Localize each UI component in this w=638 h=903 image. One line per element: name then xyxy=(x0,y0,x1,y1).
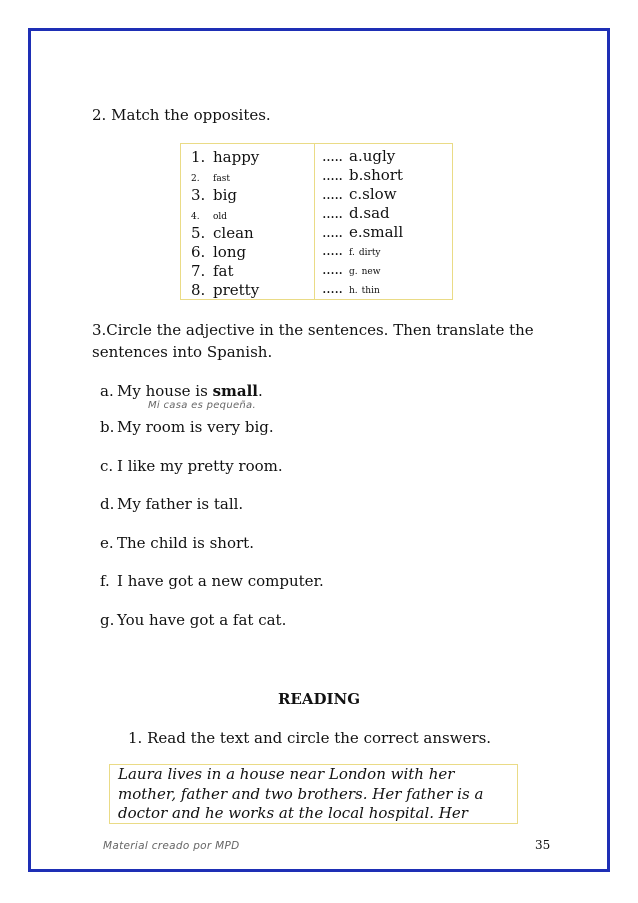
item-word: old xyxy=(213,212,228,222)
sentence-letter: f. xyxy=(100,572,110,590)
match-right-item xyxy=(322,204,390,223)
exercise-3-title-line-1: 3.Circle the adjective in the sentences. Then translate the xyxy=(92,321,534,339)
sentence-text: I have got a new computer. xyxy=(117,572,324,590)
match-left-item xyxy=(191,261,234,280)
item-letter: e. xyxy=(349,223,363,241)
sentence-text: I like my pretty room. xyxy=(117,456,283,475)
answer-blank: ..... xyxy=(322,243,343,259)
item-word: fast xyxy=(213,174,230,184)
match-right-item xyxy=(322,185,397,204)
sentence-a xyxy=(100,382,263,400)
reading-text-line: Laura lives in a house near London with her xyxy=(118,765,455,783)
item-number: 6. xyxy=(191,243,206,261)
reading-text-line: mother, father and two brothers. Her father is a xyxy=(118,784,484,803)
match-left-item xyxy=(191,166,230,185)
item-number: 2. xyxy=(191,174,200,184)
item-number: 7. xyxy=(191,262,206,280)
reading-heading: READING xyxy=(277,690,361,708)
footer-credit: Material creado por MPD xyxy=(103,840,240,852)
exercise-2-title: 2. Match the opposites. xyxy=(92,106,271,124)
answer-blank: ..... xyxy=(322,206,343,222)
answer-blank: ..... xyxy=(322,168,343,184)
item-word: slow xyxy=(362,185,397,203)
item-letter: h. xyxy=(349,286,358,296)
item-word: dirty xyxy=(358,248,381,258)
answer-blank: ..... xyxy=(322,149,343,165)
sentence-text: The child is short. xyxy=(117,533,254,552)
answer-blank: ..... xyxy=(322,187,343,203)
item-word: big xyxy=(213,186,238,204)
item-word: small xyxy=(362,223,404,241)
item-letter: f. xyxy=(349,248,355,258)
match-right-item xyxy=(322,280,380,299)
item-word: long xyxy=(213,243,247,261)
item-number: 3. xyxy=(191,186,206,204)
item-word: ugly xyxy=(362,147,396,165)
match-table xyxy=(180,143,453,300)
sentence-letter: b. xyxy=(100,418,115,436)
match-right-item xyxy=(322,242,381,261)
match-right-item xyxy=(322,147,395,166)
sentence xyxy=(100,611,286,629)
item-number: 8. xyxy=(191,281,206,299)
match-table-divider xyxy=(314,144,315,299)
sentence xyxy=(100,572,324,590)
answer-blank: ..... xyxy=(322,225,343,241)
sentence-text-before: My house is xyxy=(117,382,213,400)
exercise-3-title-line-2: sentences into Spanish. xyxy=(92,343,273,361)
sentence-text: You have got a fat cat. xyxy=(117,610,287,629)
answer-blank: ..... xyxy=(322,262,343,278)
item-word: short xyxy=(363,166,403,184)
sentence-letter: c. xyxy=(100,456,114,475)
sentence-text-after: . xyxy=(258,382,263,400)
sentence-text: My room is very big. xyxy=(117,418,274,436)
match-left-item xyxy=(191,242,246,261)
match-right-item xyxy=(322,166,403,185)
match-right-item xyxy=(322,261,380,280)
sentence-letter: g. xyxy=(100,610,115,629)
match-left-item xyxy=(191,185,237,204)
match-left-item xyxy=(191,280,259,299)
item-word: sad xyxy=(363,204,390,222)
item-number: 5. xyxy=(191,224,206,242)
item-word: thin xyxy=(361,286,380,296)
item-word: clean xyxy=(213,224,254,242)
sentence-letter: d. xyxy=(100,495,115,513)
match-right-item xyxy=(322,223,403,242)
item-word: new xyxy=(361,267,381,277)
item-letter: b. xyxy=(349,166,364,184)
reading-instruction: 1. Read the text and circle the correct answers. xyxy=(128,729,492,747)
match-left-item xyxy=(191,223,254,242)
item-letter: a. xyxy=(349,147,363,165)
reading-text-line: doctor and he works at the local hospital. Her xyxy=(118,804,468,822)
sentence-letter: a. xyxy=(100,382,114,400)
sentence xyxy=(100,534,254,552)
sentence-text: My father is tall. xyxy=(117,495,244,513)
sentence xyxy=(100,418,274,436)
sentence-adjective: small xyxy=(212,382,258,400)
item-word: happy xyxy=(213,148,260,166)
page-number: 35 xyxy=(535,838,551,852)
item-word: fat xyxy=(213,262,234,280)
item-letter: g. xyxy=(349,267,358,277)
sentence xyxy=(100,495,243,513)
item-word: pretty xyxy=(213,281,260,299)
answer-blank: ..... xyxy=(322,281,343,297)
sentence-letter: e. xyxy=(100,533,114,552)
item-letter: c. xyxy=(349,185,363,203)
match-left-item xyxy=(191,147,259,166)
sentence xyxy=(100,457,283,475)
item-number: 1. xyxy=(191,148,206,166)
item-number: 4. xyxy=(191,212,200,222)
match-left-item xyxy=(191,204,227,223)
item-letter: d. xyxy=(349,204,364,222)
translation-a: Mi casa es pequeña. xyxy=(148,400,256,411)
